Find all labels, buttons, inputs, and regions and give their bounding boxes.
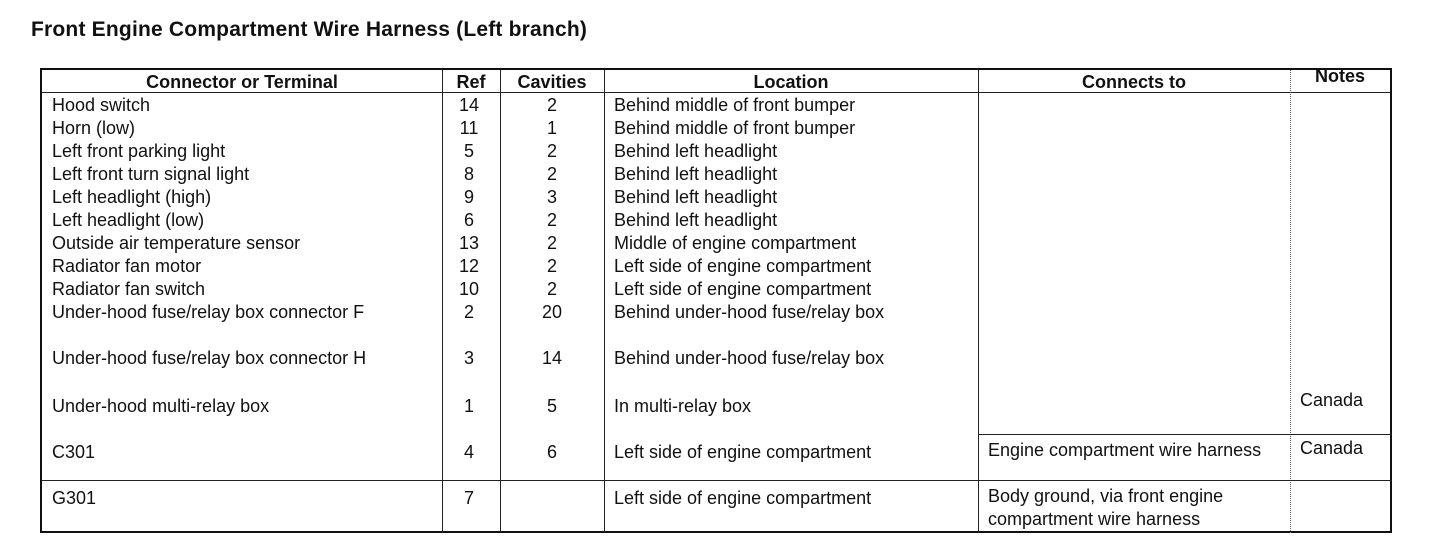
cell-cavities: 2 — [546, 279, 557, 299]
cell-cavities: 2 — [546, 141, 557, 161]
cell-location: Left side of engine compartment — [614, 488, 872, 508]
cell-ref: 13 — [458, 233, 480, 253]
cell-ref: 6 — [463, 210, 474, 230]
cell-notes: Canada — [1300, 390, 1364, 410]
cell-ref: 12 — [458, 256, 480, 276]
cell-location: Left side of engine compartment — [614, 256, 872, 276]
column-divider — [604, 70, 605, 533]
cell-cavities: 2 — [546, 256, 557, 276]
cell-notes: Canada — [1300, 438, 1364, 458]
cell-location: Behind middle of front bumper — [614, 118, 856, 138]
cell-location: Behind middle of front bumper — [614, 95, 856, 115]
column-divider — [442, 70, 443, 533]
cell-ref: 10 — [458, 279, 480, 299]
cell-ref: 7 — [463, 488, 474, 508]
cell-connector: G301 — [52, 488, 97, 508]
cell-connector: C301 — [52, 442, 96, 462]
cell-ref: 8 — [463, 164, 474, 184]
cell-connector: Left front parking light — [52, 141, 226, 161]
cell-cavities: 1 — [546, 118, 557, 138]
row-divider — [978, 434, 1392, 435]
cell-connector: Left headlight (high) — [52, 187, 212, 207]
cell-connector: Left front turn signal light — [52, 164, 250, 184]
harness-table — [40, 68, 1392, 533]
cell-ref: 11 — [459, 118, 479, 138]
cell-connector: Under-hood multi-relay box — [52, 396, 270, 416]
cell-connector: Under-hood fuse/relay box connector H — [52, 348, 367, 368]
cell-cavities: 2 — [546, 233, 557, 253]
cell-ref: 5 — [463, 141, 474, 161]
cell-ref: 14 — [458, 95, 480, 115]
column-divider — [1290, 70, 1291, 533]
cell-connector: Left headlight (low) — [52, 210, 205, 230]
cell-connector: Under-hood fuse/relay box connector F — [52, 302, 365, 322]
cell-connector: Horn (low) — [52, 118, 136, 138]
cell-cavities: 6 — [546, 442, 557, 462]
cell-cavities: 3 — [546, 187, 557, 207]
cell-connector: Outside air temperature sensor — [52, 233, 301, 253]
cell-location: Behind under-hood fuse/relay box — [614, 302, 885, 322]
cell-cavities: 20 — [541, 302, 563, 322]
header-cavities: Cavities — [517, 72, 587, 92]
cell-ref: 1 — [463, 396, 474, 416]
header-location: Location — [753, 72, 829, 92]
cell-ref: 4 — [463, 442, 474, 462]
cell-location: In multi-relay box — [614, 396, 752, 416]
cell-location: Behind left headlight — [614, 210, 778, 230]
cell-connector: Hood switch — [52, 95, 151, 115]
cell-location: Behind left headlight — [614, 187, 778, 207]
cell-cavities: 5 — [546, 396, 557, 416]
cell-location: Behind left headlight — [614, 141, 778, 161]
header-connector: Connector or Terminal — [146, 72, 338, 92]
cell-location: Behind under-hood fuse/relay box — [614, 348, 885, 368]
cell-location: Left side of engine compartment — [614, 442, 872, 462]
cell-cavities: 2 — [546, 210, 557, 230]
header-connects-to: Connects to — [1081, 72, 1186, 92]
cell-connects-to: Body ground, via front engine compartment wire harness — [988, 486, 1224, 529]
cell-location: Left side of engine compartment — [614, 279, 872, 299]
cell-connector: Radiator fan switch — [52, 279, 206, 299]
cell-ref: 3 — [463, 348, 474, 368]
cell-cavities: 14 — [541, 348, 563, 368]
cell-ref: 9 — [463, 187, 474, 207]
cell-location: Middle of engine compartment — [614, 233, 857, 253]
cell-ref: 2 — [463, 302, 474, 322]
header-ref: Ref — [456, 72, 486, 92]
table-header — [42, 66, 1390, 93]
cell-cavities: 2 — [546, 95, 557, 115]
cell-connects-to: Engine compartment wire harness — [988, 440, 1262, 460]
page-title: Front Engine Compartment Wire Harness (Left branch) — [31, 18, 588, 41]
cell-location: Behind left headlight — [614, 164, 778, 184]
column-divider — [500, 70, 501, 533]
column-divider — [978, 70, 979, 533]
row-divider — [42, 480, 1392, 481]
cell-cavities: 2 — [546, 164, 557, 184]
cell-connector: Radiator fan motor — [52, 256, 202, 276]
header-notes: Notes — [1314, 66, 1365, 86]
